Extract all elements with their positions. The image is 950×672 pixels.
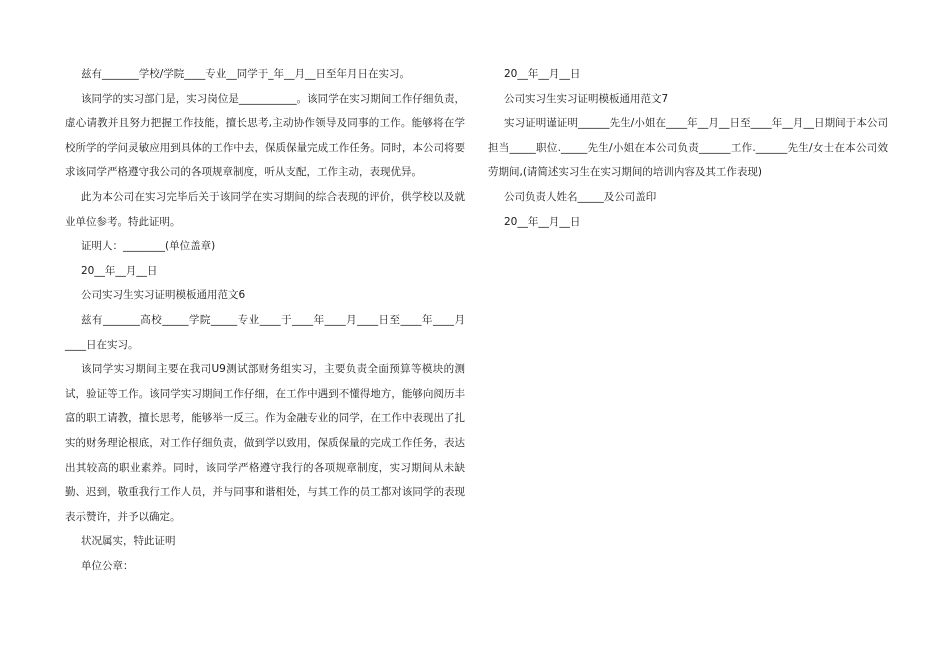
confirmation-line: 状况属实，特此证明 — [81, 535, 176, 548]
intro-sentence-6: 兹有_______高校_____学院_____专业____于____年____月____日至____年____月____日在实习。 — [65, 313, 465, 351]
left-column — [65, 62, 465, 578]
section-title-7: 公司实习生实习证明模板通用范文7 — [504, 92, 669, 105]
date-line: 20__年__月__日 — [81, 264, 158, 277]
section-title-6: 公司实习生实习证明模板通用范文6 — [81, 289, 246, 302]
right-column — [488, 62, 888, 234]
seal-line: 单位公章： — [81, 559, 134, 572]
certifier-line: 证明人：________(单位盖章) — [81, 240, 216, 253]
reference-paragraph: 此为本公司在实习完毕后关于该同学在实习期间的综合表现的评价，供学校以及就业单位参考。特此证明。 — [65, 190, 465, 228]
evaluation-paragraph-6: 该同学实习期间主要在我司U9测试部财务组实习，主要负责全面预算等模块的测试，验证等工作。该同学实习期间工作仔细，在工作中遇到不懂得地方，能够向阅历丰富的职工请教，擅长思考，能够举一反三。作为金融专业的同学，在工作中表现出了扎实的财务理论根底，对工作仔细负责，做到学以致用，保质保量的完成工作任务，表达出其较高的职业素养。同时，该同学严格遵守我行的各项规章制度，实习期间从未缺勤、迟到，敬重我行工作人员，并与同事和谐相处，与其工作的员工都对该同学的表现表示赞许，并予以确定。 — [65, 363, 465, 523]
date-line-final: 20__年__月__日 — [504, 215, 581, 228]
date-line-right: 20__年__月__日 — [504, 68, 581, 80]
certificate-body-7: 实习证明谨证明______先生/小姐在____年__月__日至____年__月__日期间于本公司担当_____职位._____先生/小姐在本公司负责______工作.______先生/女士在本公司效劳期间,(请简述实习生在实习期间的培训内容及其工作表现) — [488, 117, 888, 179]
evaluation-paragraph: 该同学的实习部门是，实习岗位是___________。该同学在实习期间工作仔细负责，虚心请教并且努力把握工作技能，擅长思考,主动协作领导及同事的工作。能够将在学校所学的学问灵敏应用到具体的工作中去，保质保量完成工作任务。同时，本公司将要求该同学严格遵守我公司的各项规章制度，听从支配，工作主动，表现优异。 — [65, 92, 465, 179]
intro-sentence: 兹有_______学校/学院____专业__同学于_年__月__日至年月日在实习。 — [81, 68, 411, 80]
company-signature-line: 公司负责人姓名_____及公司盖印 — [504, 190, 657, 203]
